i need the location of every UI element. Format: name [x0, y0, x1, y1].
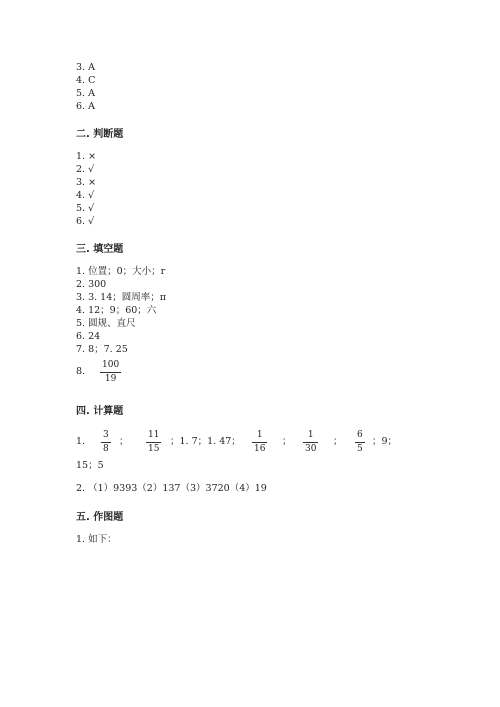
section-heading-drawing: 五. 作图题 — [76, 512, 124, 523]
fraction-3-8 — [101, 430, 111, 455]
fraction-numerator: 6 — [357, 430, 363, 440]
choice-answer-3: 3. A — [76, 62, 95, 73]
fraction-100-19 — [100, 360, 121, 385]
drawing-answer-1: 1. 如下： — [76, 534, 117, 545]
choice-answer-5: 5. A — [76, 88, 95, 99]
fill-answer-8-label: 8. — [76, 366, 86, 377]
calc-q1-label: 1. — [76, 436, 86, 447]
separator: ； — [119, 436, 129, 447]
fraction-denominator: 16 — [254, 444, 266, 454]
fraction-11-15 — [146, 430, 161, 455]
judgement-answer-2: 2. √ — [76, 164, 95, 175]
judgement-answer-6: 6. √ — [76, 216, 95, 227]
choice-answer-6: 6. A — [76, 101, 95, 112]
fraction-numerator: 3 — [103, 430, 109, 440]
fill-answer-1: 1. 位置；0；大小；r — [76, 266, 166, 277]
fraction-denominator: 30 — [305, 444, 317, 454]
judgement-answer-1: 1. × — [76, 151, 97, 162]
fraction-denominator: 19 — [104, 374, 117, 384]
calc-q1-line2: 15；5 — [76, 460, 104, 471]
judgement-answer-5: 5. √ — [76, 203, 95, 214]
fraction-numerator: 1 — [307, 430, 314, 440]
fraction-numerator: 1 — [256, 430, 263, 440]
calc-decimal-results: ；1. 7；1. 47； — [170, 436, 241, 447]
fraction-6-5 — [355, 430, 365, 455]
calc-trailing-results: ；9； — [372, 436, 398, 447]
fraction-1-30 — [303, 430, 318, 455]
section-heading-fill-in: 三. 填空题 — [76, 244, 124, 255]
fraction-denominator: 5 — [357, 444, 363, 454]
separator: ； — [333, 436, 343, 447]
fraction-numerator: 11 — [148, 430, 160, 440]
fraction-denominator: 8 — [103, 444, 109, 454]
fill-answer-7: 7. 8；7. 25 — [76, 344, 128, 355]
judgement-answer-4: 4. √ — [76, 190, 95, 201]
section-heading-judgement: 二. 判断题 — [76, 129, 124, 140]
fill-answer-2: 2. 300 — [76, 279, 107, 290]
fraction-1-16 — [252, 430, 267, 455]
calc-q2: 2. （1）9393（2）137（3）3720（4）19 — [76, 483, 267, 494]
separator: ； — [282, 436, 292, 447]
fill-answer-6: 6. 24 — [76, 331, 101, 342]
fill-answer-5: 5. 圆规、直尺 — [76, 318, 136, 329]
fill-answer-4: 4. 12；9；60；六 — [76, 305, 157, 316]
fill-answer-3: 3. 3. 14；圆周率；π — [76, 292, 166, 303]
fraction-denominator: 15 — [148, 444, 160, 454]
section-heading-calculation: 四. 计算题 — [76, 406, 124, 417]
fraction-numerator: 100 — [102, 360, 120, 370]
judgement-answer-3: 3. × — [76, 177, 97, 188]
choice-answer-4: 4. C — [76, 75, 96, 86]
